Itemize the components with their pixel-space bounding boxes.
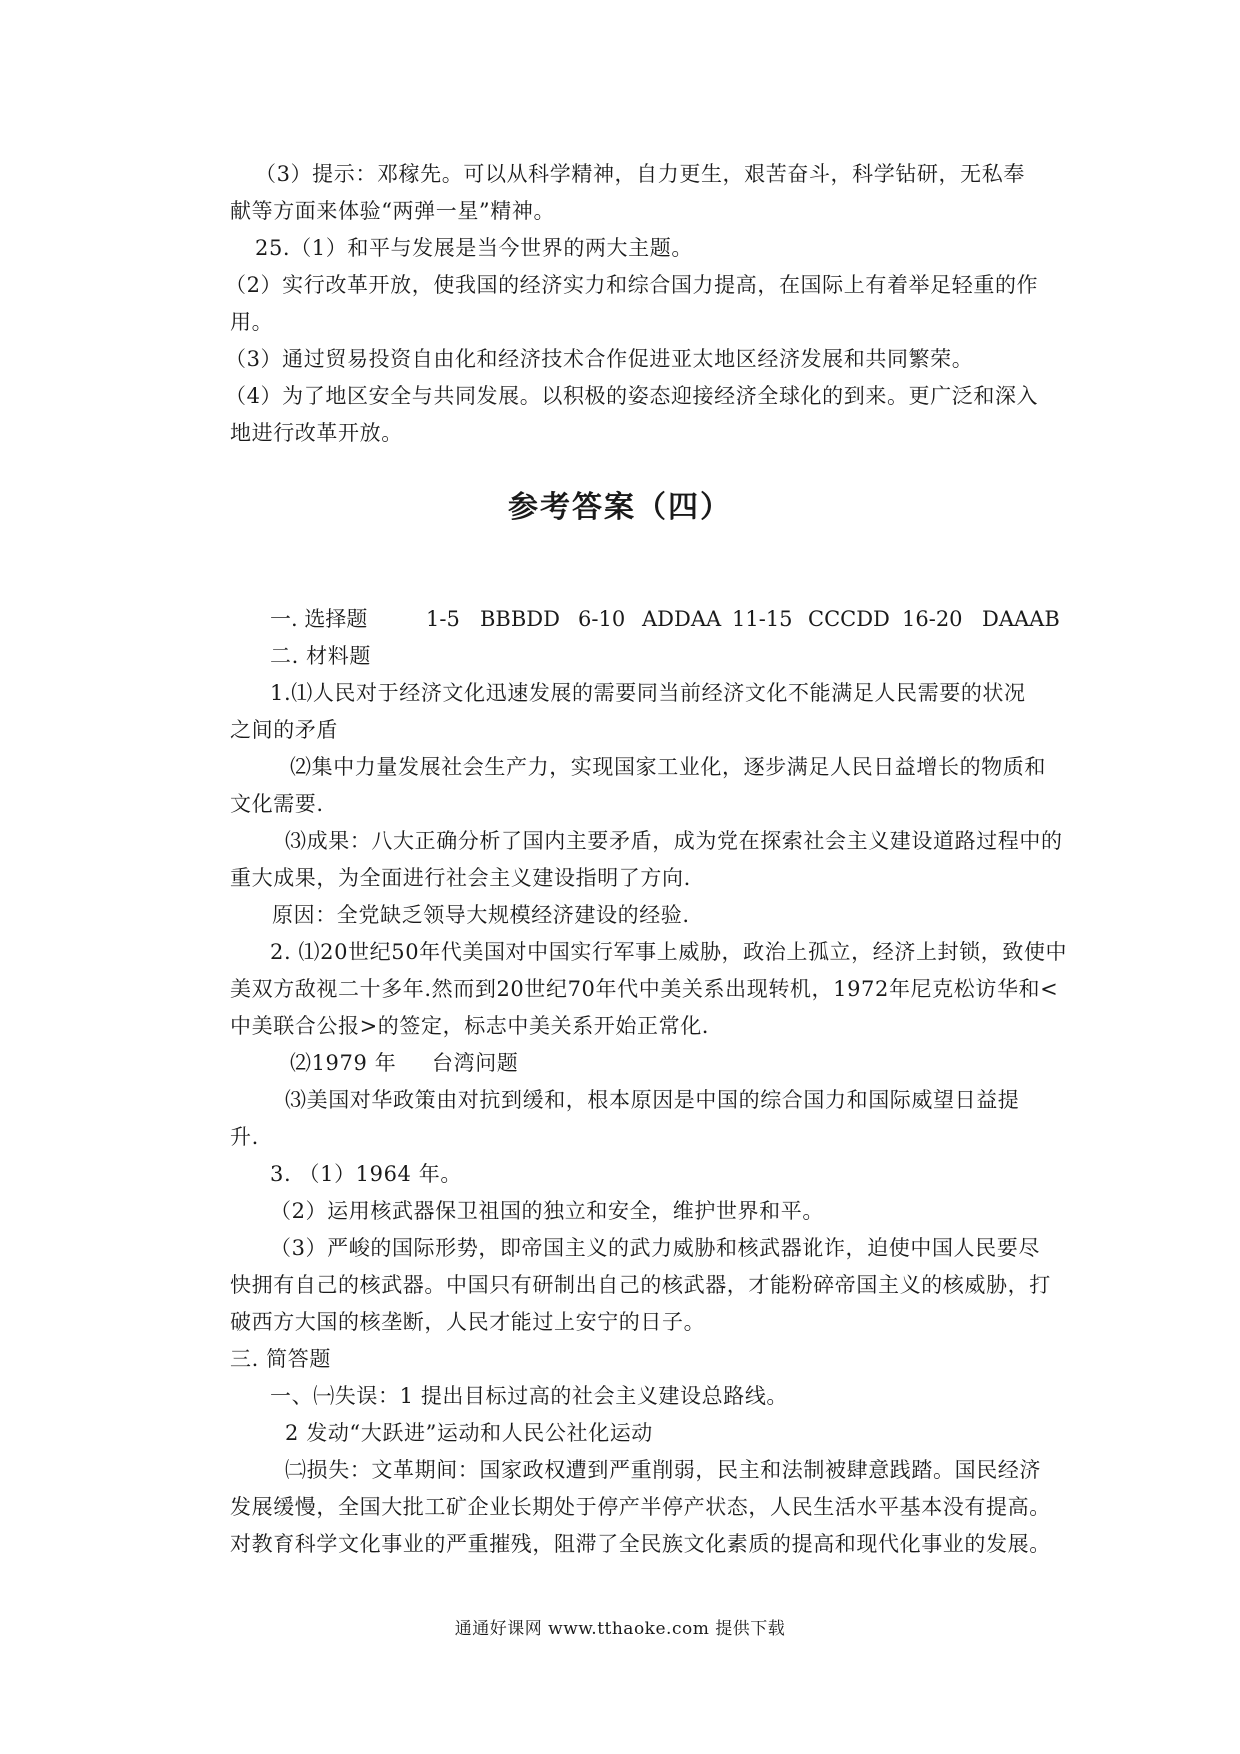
short-answer-heading: 三. 简答题 — [230, 1347, 331, 1371]
choice-group2-answers: ADDAA — [642, 607, 722, 631]
material-q1-line7: 原因：全党缺乏领导大规模经济建设的经验. — [272, 903, 690, 927]
prev-q25-part2-line1: （2）实行改革开放，使我国的经济实力和综合国力提高，在国际上有着举足轻重的作 — [225, 273, 1039, 297]
material-q2-line6: 升. — [230, 1125, 259, 1149]
short-answer-line3: ㈡损失：文革期间：国家政权遭到严重削弱，民主和法制被肆意践踏。国民经济 — [285, 1458, 1041, 1482]
choice-group1-answers: BBBDD — [480, 607, 560, 631]
prev-q25-part2-line2: 用。 — [230, 310, 274, 334]
short-answer-line4: 发展缓慢，全国大批工矿企业长期处于停产半停产状态，人民生活水平基本没有提高。 — [230, 1495, 1051, 1519]
material-q2-line3: 中美联合公报>的签定，标志中美关系开始正常化. — [230, 1014, 710, 1038]
choice-group3-range: 11-15 — [732, 607, 793, 631]
material-q3-line2: （2）运用核武器保卫祖国的独立和安全，维护世界和平。 — [270, 1199, 824, 1223]
material-q2-line4-year: ⑵1979 年 — [290, 1051, 397, 1075]
page-title: 参考答案（四） — [508, 490, 732, 525]
material-q2-line5: ⑶美国对华政策由对抗到缓和，根本原因是中国的综合国力和国际威望日益提 — [285, 1088, 1020, 1112]
material-q1-line1: 1.⑴人民对于经济文化迅速发展的需要同当前经济文化不能满足人民需要的状况 — [270, 681, 1026, 705]
prev-q3-line1: （3）提示：邓稼先。可以从科学精神，自力更生，艰苦奋斗，科学钻研，无私奉 — [255, 162, 1025, 186]
page-footer: 通通好课网 www.tthaoke.com 提供下载 — [454, 1619, 786, 1639]
material-q2-line2: 美双方敌视二十多年.然而到20世纪70年代中美关系出现转机，1972年尼克松访华和< — [230, 977, 1059, 1001]
material-q3-line4: 快拥有自己的核武器。中国只有研制出自己的核武器，才能粉碎帝国主义的核威胁，打 — [230, 1273, 1051, 1297]
material-q1-line5: ⑶成果：八大正确分析了国内主要矛盾，成为党在探索社会主义建设道路过程中的 — [285, 829, 1063, 853]
material-q3-line1: 3. （1）1964 年。 — [270, 1162, 462, 1186]
choice-group4-answers: DAAAB — [982, 607, 1060, 631]
prev-q25-part4-line2: 地进行改革开放。 — [230, 421, 403, 445]
short-answer-line2: 2 发动“大跃进”运动和人民公社化运动 — [285, 1421, 653, 1445]
material-q1-line6: 重大成果，为全面进行社会主义建设指明了方向. — [230, 866, 691, 890]
short-answer-line1: 一、㈠失误：1 提出目标过高的社会主义建设总路线。 — [270, 1384, 789, 1408]
prev-q3-line2: 献等方面来体验“两弹一星”精神。 — [230, 199, 556, 223]
choice-heading: 一. 选择题 — [270, 607, 368, 631]
material-q2-line1: 2. ⑴20世纪50年代美国对中国实行军事上威胁，政治上孤立，经济上封锁，致使中 — [270, 940, 1068, 964]
prev-q25-part3: （3）通过贸易投资自由化和经济技术合作促进亚太地区经济发展和共同繁荣。 — [225, 347, 974, 371]
prev-q25-part1: 25.（1）和平与发展是当今世界的两大主题。 — [255, 236, 693, 260]
material-q3-line5: 破西方大国的核垄断，人民才能过上安宁的日子。 — [230, 1310, 706, 1334]
material-q2-line4-issue: 台湾问题 — [432, 1051, 519, 1075]
material-q3-line3: （3）严峻的国际形势，即帝国主义的武力威胁和核武器讹诈，迫使中国人民要尽 — [270, 1236, 1040, 1260]
material-q1-line4: 文化需要. — [230, 792, 324, 816]
choice-group4-range: 16-20 — [902, 607, 963, 631]
material-q1-line2: 之间的矛盾 — [230, 718, 338, 742]
material-heading: 二. 材料题 — [270, 644, 371, 668]
choice-group1-range: 1-5 — [426, 607, 460, 631]
short-answer-line5: 对教育科学文化事业的严重摧残，阻滞了全民族文化素质的提高和现代化事业的发展。 — [230, 1532, 1051, 1556]
prev-q25-part4-line1: （4）为了地区安全与共同发展。以积极的姿态迎接经济全球化的到来。更广泛和深入 — [225, 384, 1039, 408]
choice-group3-answers: CCCDD — [808, 607, 890, 631]
material-q1-line3: ⑵集中力量发展社会生产力，实现国家工业化，逐步满足人民日益增长的物质和 — [290, 755, 1046, 779]
choice-group2-range: 6-10 — [578, 607, 626, 631]
